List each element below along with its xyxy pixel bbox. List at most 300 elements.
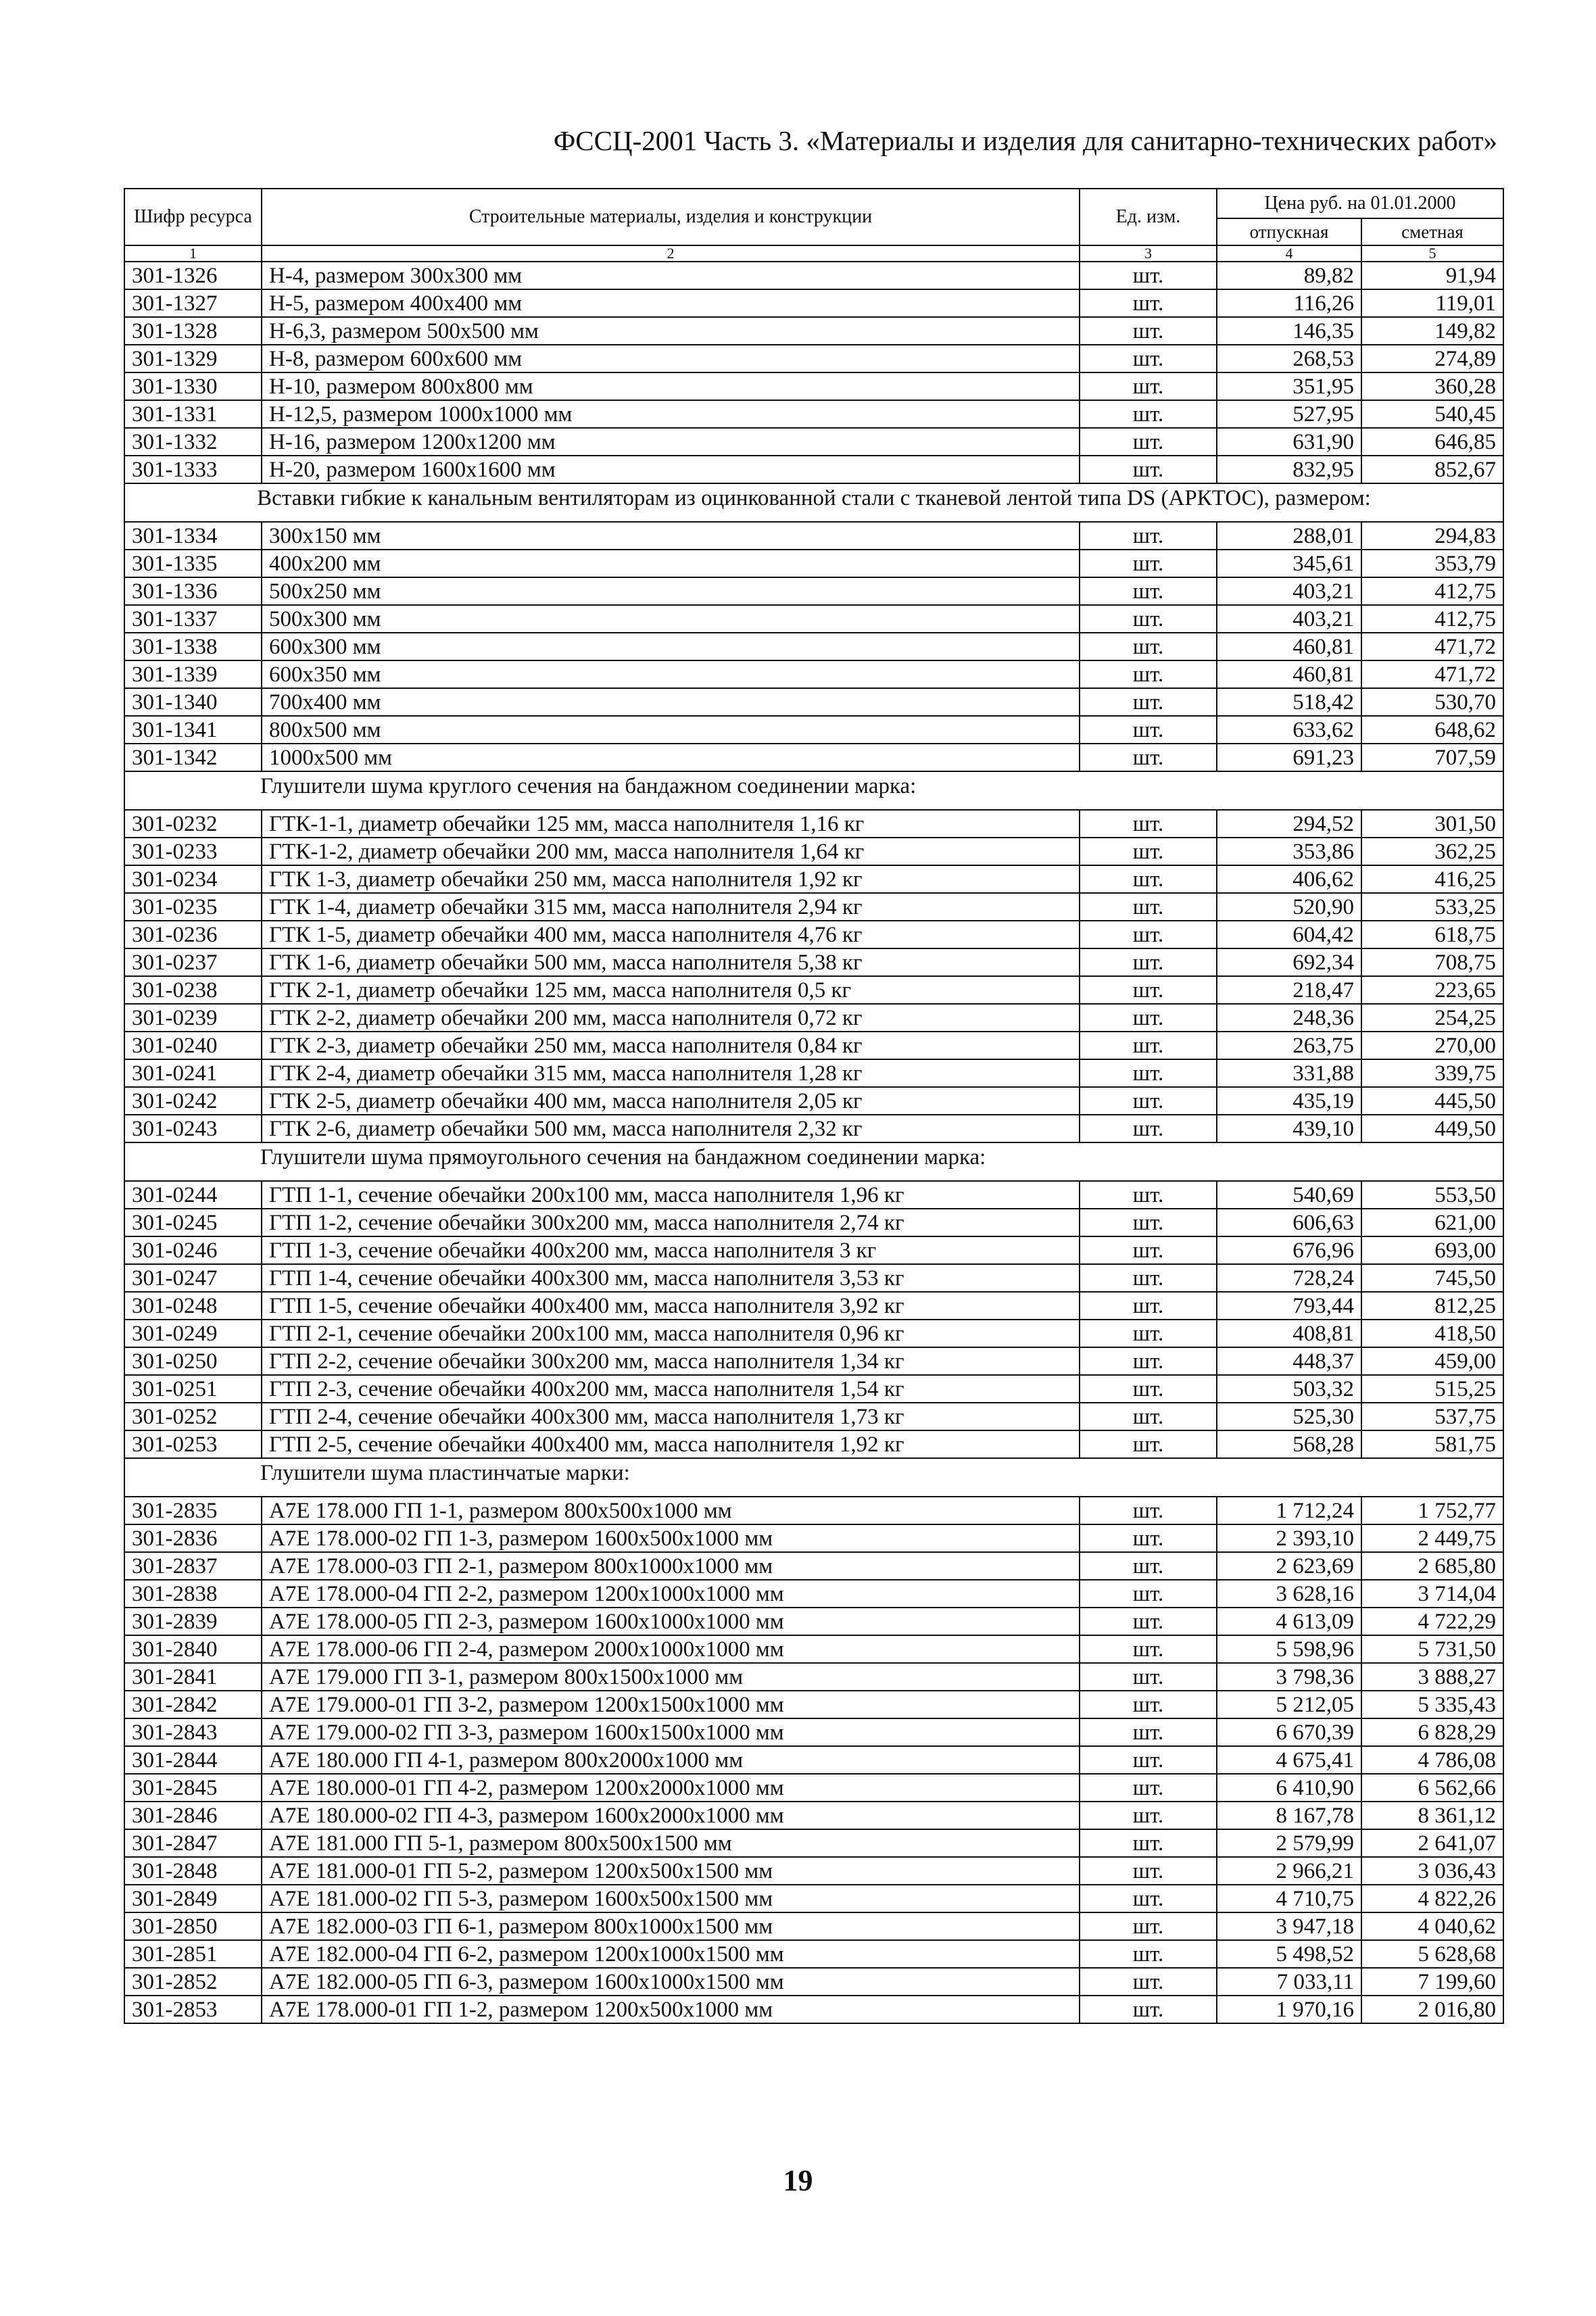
section-row [124, 1142, 1503, 1181]
item-name: Н-4, размером 300x300 мм [262, 262, 1080, 289]
resource-code: 301-1339 [124, 660, 262, 688]
resource-code: 301-1341 [124, 716, 262, 744]
table-row [124, 605, 1503, 633]
item-name: А7Е 178.000-02 ГП 1-3, размером 1600x500x1000 мм [262, 1524, 1080, 1552]
price-estimate: 515,25 [1361, 1375, 1503, 1403]
table-row [124, 744, 1503, 771]
price-estimate: 301,50 [1361, 810, 1503, 838]
price-release: 345,61 [1217, 550, 1361, 577]
unit-cell: шт. [1080, 1885, 1217, 1912]
table-row [124, 1663, 1503, 1691]
item-name: ГТК 1-5, диаметр обечайки 400 мм, масса наполнителя 4,76 кг [262, 921, 1080, 948]
item-name: ГТК-1-1, диаметр обечайки 125 мм, масса наполнителя 1,16 кг [262, 810, 1080, 838]
price-estimate: 530,70 [1361, 688, 1503, 716]
table-row [124, 1087, 1503, 1115]
item-name: ГТП 1-4, сечение обечайки 400x300 мм, масса наполнителя 3,53 кг [262, 1264, 1080, 1292]
resource-code: 301-0243 [124, 1115, 262, 1142]
resource-code: 301-1332 [124, 428, 262, 456]
item-name: ГТК 2-3, диаметр обечайки 250 мм, масса наполнителя 0,84 кг [262, 1032, 1080, 1059]
resource-code: 301-1335 [124, 550, 262, 577]
unit-cell: шт. [1080, 1320, 1217, 1347]
price-release: 832,95 [1217, 456, 1361, 483]
item-name: А7Е 182.000-03 ГП 6-1, размером 800x1000x1500 мм [262, 1912, 1080, 1940]
section-title: Глушители шума пластинчатые марки: [124, 1458, 1503, 1497]
resource-code: 301-0248 [124, 1292, 262, 1320]
item-name: А7Е 178.000-04 ГП 2-2, размером 1200x1000x1000 мм [262, 1580, 1080, 1608]
price-estimate: 5 731,50 [1361, 1635, 1503, 1663]
price-estimate: 708,75 [1361, 948, 1503, 976]
resource-code: 301-2841 [124, 1663, 262, 1691]
table-row [124, 1264, 1503, 1292]
unit-cell: шт. [1080, 522, 1217, 550]
unit-cell: шт. [1080, 1996, 1217, 2023]
price-estimate: 449,50 [1361, 1115, 1503, 1142]
price-estimate: 339,75 [1361, 1059, 1503, 1087]
price-release: 5 212,05 [1217, 1691, 1361, 1718]
unit-cell: шт. [1080, 456, 1217, 483]
unit-cell: шт. [1080, 838, 1217, 865]
page-number: 19 [783, 2164, 813, 2197]
table-row [124, 456, 1503, 483]
resource-code: 301-0247 [124, 1264, 262, 1292]
resource-code: 301-0251 [124, 1375, 262, 1403]
item-name: ГТК 2-1, диаметр обечайки 125 мм, масса наполнителя 0,5 кг [262, 976, 1080, 1004]
unit-cell: шт. [1080, 633, 1217, 660]
table-row [124, 688, 1503, 716]
col-header-unit: Ед. изм. [1080, 189, 1217, 245]
unit-cell: шт. [1080, 865, 1217, 893]
resource-code: 301-0242 [124, 1087, 262, 1115]
resource-code: 301-2850 [124, 1912, 262, 1940]
col-number: 1 [124, 245, 262, 262]
resource-code: 301-2852 [124, 1968, 262, 1996]
unit-cell: шт. [1080, 1802, 1217, 1829]
price-release: 568,28 [1217, 1430, 1361, 1458]
item-name: ГТК 1-4, диаметр обечайки 315 мм, масса наполнителя 2,94 кг [262, 893, 1080, 921]
resource-code: 301-1337 [124, 605, 262, 633]
price-release: 525,30 [1217, 1403, 1361, 1430]
price-release: 606,63 [1217, 1209, 1361, 1236]
table-row [124, 1996, 1503, 2023]
resource-code: 301-0245 [124, 1209, 262, 1236]
item-name: ГТП 2-4, сечение обечайки 400x300 мм, масса наполнителя 1,73 кг [262, 1403, 1080, 1430]
price-estimate: 646,85 [1361, 428, 1503, 456]
price-release: 403,21 [1217, 577, 1361, 605]
price-release: 439,10 [1217, 1115, 1361, 1142]
price-estimate: 416,25 [1361, 865, 1503, 893]
table-row [124, 1032, 1503, 1059]
price-estimate: 4 822,26 [1361, 1885, 1503, 1912]
unit-cell: шт. [1080, 1347, 1217, 1375]
price-release: 631,90 [1217, 428, 1361, 456]
price-estimate: 360,28 [1361, 372, 1503, 400]
table-row [124, 660, 1503, 688]
price-release: 520,90 [1217, 893, 1361, 921]
price-estimate: 274,89 [1361, 345, 1503, 372]
unit-cell: шт. [1080, 1209, 1217, 1236]
table-row [124, 428, 1503, 456]
table-row [124, 1292, 1503, 1320]
price-estimate: 294,83 [1361, 522, 1503, 550]
unit-cell: шт. [1080, 1857, 1217, 1885]
price-estimate: 4 722,29 [1361, 1608, 1503, 1635]
item-name: 500x300 мм [262, 605, 1080, 633]
resource-code: 301-0236 [124, 921, 262, 948]
resource-code: 301-2844 [124, 1746, 262, 1774]
unit-cell: шт. [1080, 428, 1217, 456]
resource-code: 301-0249 [124, 1320, 262, 1347]
item-name: 300x150 мм [262, 522, 1080, 550]
price-estimate: 6 562,66 [1361, 1774, 1503, 1802]
unit-cell: шт. [1080, 1264, 1217, 1292]
table-row [124, 893, 1503, 921]
resource-code: 301-2842 [124, 1691, 262, 1718]
price-release: 518,42 [1217, 688, 1361, 716]
unit-cell: шт. [1080, 1635, 1217, 1663]
price-estimate: 707,59 [1361, 744, 1503, 771]
price-release: 7 033,11 [1217, 1968, 1361, 1996]
item-name: А7Е 180.000-01 ГП 4-2, размером 1200x2000x1000 мм [262, 1774, 1080, 1802]
table-row [124, 1718, 1503, 1746]
table-row [124, 345, 1503, 372]
unit-cell: шт. [1080, 948, 1217, 976]
item-name: Н-5, размером 400x400 мм [262, 289, 1080, 317]
price-estimate: 149,82 [1361, 317, 1503, 345]
price-estimate: 418,50 [1361, 1320, 1503, 1347]
price-release: 1 970,16 [1217, 1996, 1361, 2023]
unit-cell: шт. [1080, 1115, 1217, 1142]
item-name: 800x500 мм [262, 716, 1080, 744]
table-row [124, 1940, 1503, 1968]
table-row [124, 1552, 1503, 1580]
resource-code: 301-2845 [124, 1774, 262, 1802]
unit-cell: шт. [1080, 289, 1217, 317]
price-estimate: 445,50 [1361, 1087, 1503, 1115]
col-header-name: Строительные материалы, изделия и конструкции [262, 189, 1080, 245]
item-name: ГТК 2-4, диаметр обечайки 315 мм, масса наполнителя 1,28 кг [262, 1059, 1080, 1087]
page-header: ФССЦ-2001 Часть 3. «Материалы и изделия для санитарно-технических работ» [553, 125, 1497, 156]
table-row [124, 865, 1503, 893]
unit-cell: шт. [1080, 1087, 1217, 1115]
table-row [124, 400, 1503, 428]
price-release: 3 798,36 [1217, 1663, 1361, 1691]
item-name: Н-16, размером 1200x1200 мм [262, 428, 1080, 456]
unit-cell: шт. [1080, 1829, 1217, 1857]
unit-cell: шт. [1080, 921, 1217, 948]
unit-cell: шт. [1080, 400, 1217, 428]
col-header-code: Шифр ресурса [124, 189, 262, 245]
table-row [124, 289, 1503, 317]
price-estimate: 471,72 [1361, 660, 1503, 688]
table-row [124, 1524, 1503, 1552]
resource-code: 301-2848 [124, 1857, 262, 1885]
table-row [124, 372, 1503, 400]
item-name: ГТК 2-6, диаметр обечайки 500 мм, масса наполнителя 2,32 кг [262, 1115, 1080, 1142]
item-name: А7Е 179.000-02 ГП 3-3, размером 1600x1500x1000 мм [262, 1718, 1080, 1746]
table-row [124, 838, 1503, 865]
price-estimate: 533,25 [1361, 893, 1503, 921]
item-name: ГТК-1-2, диаметр обечайки 200 мм, масса наполнителя 1,64 кг [262, 838, 1080, 865]
unit-cell: шт. [1080, 1524, 1217, 1552]
unit-cell: шт. [1080, 893, 1217, 921]
resource-code: 301-0253 [124, 1430, 262, 1458]
unit-cell: шт. [1080, 1968, 1217, 1996]
item-name: ГТП 1-3, сечение обечайки 400x200 мм, масса наполнителя 3 кг [262, 1236, 1080, 1264]
price-estimate: 553,50 [1361, 1181, 1503, 1209]
resource-code: 301-1334 [124, 522, 262, 550]
price-release: 6 670,39 [1217, 1718, 1361, 1746]
price-estimate: 362,25 [1361, 838, 1503, 865]
resource-code: 301-0235 [124, 893, 262, 921]
resource-code: 301-1331 [124, 400, 262, 428]
resource-code: 301-2851 [124, 1940, 262, 1968]
price-estimate: 3 888,27 [1361, 1663, 1503, 1691]
resource-code: 301-1338 [124, 633, 262, 660]
price-release: 3 628,16 [1217, 1580, 1361, 1608]
price-estimate: 581,75 [1361, 1430, 1503, 1458]
resource-code: 301-2838 [124, 1580, 262, 1608]
table-row [124, 976, 1503, 1004]
price-release: 6 410,90 [1217, 1774, 1361, 1802]
item-name: 700x400 мм [262, 688, 1080, 716]
section-row [124, 1458, 1503, 1497]
table-row [124, 1059, 1503, 1087]
item-name: ГТП 1-5, сечение обечайки 400x400 мм, масса наполнителя 3,92 кг [262, 1292, 1080, 1320]
resource-code: 301-0238 [124, 976, 262, 1004]
table-row [124, 522, 1503, 550]
item-name: А7Е 180.000-02 ГП 4-3, размером 1600x2000x1000 мм [262, 1802, 1080, 1829]
item-name: ГТК 2-5, диаметр обечайки 400 мм, масса наполнителя 2,05 кг [262, 1087, 1080, 1115]
item-name: ГТК 2-2, диаметр обечайки 200 мм, масса наполнителя 0,72 кг [262, 1004, 1080, 1032]
unit-cell: шт. [1080, 372, 1217, 400]
price-release: 2 579,99 [1217, 1829, 1361, 1857]
table-row [124, 716, 1503, 744]
table-row [124, 1497, 1503, 1524]
unit-cell: шт. [1080, 345, 1217, 372]
col-header-price-release: отпускная [1217, 218, 1361, 245]
table-row [124, 810, 1503, 838]
unit-cell: шт. [1080, 1032, 1217, 1059]
table-row [124, 1403, 1503, 1430]
item-name: А7Е 178.000-05 ГП 2-3, размером 1600x1000x1000 мм [262, 1608, 1080, 1635]
resource-code: 301-2839 [124, 1608, 262, 1635]
table-row [124, 1774, 1503, 1802]
price-estimate: 7 199,60 [1361, 1968, 1503, 1996]
price-estimate: 3 714,04 [1361, 1580, 1503, 1608]
table-row [124, 1746, 1503, 1774]
item-name: А7Е 178.000-01 ГП 1-2, размером 1200x500x1000 мм [262, 1996, 1080, 2023]
table-row [124, 1320, 1503, 1347]
table-row [124, 1912, 1503, 1940]
resource-code: 301-0241 [124, 1059, 262, 1087]
resource-code: 301-1328 [124, 317, 262, 345]
price-estimate: 4 040,62 [1361, 1912, 1503, 1940]
item-name: ГТП 1-1, сечение обечайки 200x100 мм, масса наполнителя 1,96 кг [262, 1181, 1080, 1209]
price-release: 288,01 [1217, 522, 1361, 550]
price-release: 353,86 [1217, 838, 1361, 865]
item-name: А7Е 182.000-05 ГП 6-3, размером 1600x1000x1500 мм [262, 1968, 1080, 1996]
resource-code: 301-2840 [124, 1635, 262, 1663]
unit-cell: шт. [1080, 1912, 1217, 1940]
item-name: А7Е 181.000-01 ГП 5-2, размером 1200x500x1500 мм [262, 1857, 1080, 1885]
price-estimate: 270,00 [1361, 1032, 1503, 1059]
price-release: 351,95 [1217, 372, 1361, 400]
price-release: 408,81 [1217, 1320, 1361, 1347]
price-release: 1 712,24 [1217, 1497, 1361, 1524]
item-name: А7Е 178.000-06 ГП 2-4, размером 2000x1000x1000 мм [262, 1635, 1080, 1663]
price-release: 248,36 [1217, 1004, 1361, 1032]
price-release: 503,32 [1217, 1375, 1361, 1403]
section-title: Глушители шума прямоугольного сечения на бандажном соединении марка: [124, 1142, 1503, 1181]
price-estimate: 5 628,68 [1361, 1940, 1503, 1968]
table-row [124, 1802, 1503, 1829]
item-name: А7Е 179.000-01 ГП 3-2, размером 1200x1500x1000 мм [262, 1691, 1080, 1718]
price-estimate: 852,67 [1361, 456, 1503, 483]
price-estimate: 745,50 [1361, 1264, 1503, 1292]
price-release: 116,26 [1217, 289, 1361, 317]
unit-cell: шт. [1080, 1004, 1217, 1032]
table-row [124, 1004, 1503, 1032]
price-release: 3 947,18 [1217, 1912, 1361, 1940]
price-release: 4 675,41 [1217, 1746, 1361, 1774]
resource-code: 301-1326 [124, 262, 262, 289]
resource-code: 301-0244 [124, 1181, 262, 1209]
price-release: 460,81 [1217, 660, 1361, 688]
price-release: 263,75 [1217, 1032, 1361, 1059]
price-release: 691,23 [1217, 744, 1361, 771]
table-row [124, 1430, 1503, 1458]
table-row [124, 1968, 1503, 1996]
resource-code: 301-1342 [124, 744, 262, 771]
item-name: ГТК 1-3, диаметр обечайки 250 мм, масса наполнителя 1,92 кг [262, 865, 1080, 893]
price-release: 403,21 [1217, 605, 1361, 633]
item-name: 500x250 мм [262, 577, 1080, 605]
unit-cell: шт. [1080, 1403, 1217, 1430]
col-header-price-group: Цена руб. на 01.01.2000 [1217, 189, 1503, 218]
price-release: 2 966,21 [1217, 1857, 1361, 1885]
unit-cell: шт. [1080, 1430, 1217, 1458]
price-estimate: 812,25 [1361, 1292, 1503, 1320]
col-header-price-estimate: сметная [1361, 218, 1503, 245]
table-row [124, 1236, 1503, 1264]
price-estimate: 3 036,43 [1361, 1857, 1503, 1885]
price-estimate: 5 335,43 [1361, 1691, 1503, 1718]
unit-cell: шт. [1080, 688, 1217, 716]
price-release: 4 710,75 [1217, 1885, 1361, 1912]
price-estimate: 6 828,29 [1361, 1718, 1503, 1746]
table-row [124, 1691, 1503, 1718]
unit-cell: шт. [1080, 1236, 1217, 1264]
table-row [124, 1580, 1503, 1608]
resource-code: 301-2853 [124, 1996, 262, 2023]
resource-code: 301-2849 [124, 1885, 262, 1912]
table-row [124, 1857, 1503, 1885]
price-estimate: 2 449,75 [1361, 1524, 1503, 1552]
unit-cell: шт. [1080, 262, 1217, 289]
unit-cell: шт. [1080, 810, 1217, 838]
price-estimate: 471,72 [1361, 633, 1503, 660]
price-release: 540,69 [1217, 1181, 1361, 1209]
col-number: 5 [1361, 245, 1503, 262]
resource-code: 301-0246 [124, 1236, 262, 1264]
item-name: Н-10, размером 800x800 мм [262, 372, 1080, 400]
price-release: 331,88 [1217, 1059, 1361, 1087]
resource-code: 301-2837 [124, 1552, 262, 1580]
unit-cell: шт. [1080, 1718, 1217, 1746]
unit-cell: шт. [1080, 1059, 1217, 1087]
unit-cell: шт. [1080, 1663, 1217, 1691]
price-estimate: 648,62 [1361, 716, 1503, 744]
item-name: А7Е 178.000-03 ГП 2-1, размером 800x1000x1000 мм [262, 1552, 1080, 1580]
section-row [124, 483, 1503, 522]
resource-code: 301-1327 [124, 289, 262, 317]
price-release: 728,24 [1217, 1264, 1361, 1292]
section-title: Вставки гибкие к канальным вентиляторам из оцинкованной стали с тканевой лентой типа DS (АРКТОС), размером: [124, 483, 1503, 522]
resource-code: 301-0232 [124, 810, 262, 838]
price-estimate: 537,75 [1361, 1403, 1503, 1430]
item-name: Н-12,5, размером 1000x1000 мм [262, 400, 1080, 428]
price-estimate: 693,00 [1361, 1236, 1503, 1264]
unit-cell: шт. [1080, 1292, 1217, 1320]
price-release: 633,62 [1217, 716, 1361, 744]
item-name: ГТП 2-2, сечение обечайки 300x200 мм, масса наполнителя 1,34 кг [262, 1347, 1080, 1375]
price-estimate: 2 685,80 [1361, 1552, 1503, 1580]
item-name: А7Е 179.000 ГП 3-1, размером 800x1500x1000 мм [262, 1663, 1080, 1691]
col-number: 2 [262, 245, 1080, 262]
unit-cell: шт. [1080, 1774, 1217, 1802]
price-estimate: 2 016,80 [1361, 1996, 1503, 2023]
price-estimate: 2 641,07 [1361, 1829, 1503, 1857]
unit-cell: шт. [1080, 976, 1217, 1004]
table-row [124, 550, 1503, 577]
resource-code: 301-1330 [124, 372, 262, 400]
item-name: 600x350 мм [262, 660, 1080, 688]
unit-cell: шт. [1080, 744, 1217, 771]
price-release: 146,35 [1217, 317, 1361, 345]
price-estimate: 91,94 [1361, 262, 1503, 289]
item-name: А7Е 180.000 ГП 4-1, размером 800x2000x1000 мм [262, 1746, 1080, 1774]
col-number: 4 [1217, 245, 1361, 262]
table-row [124, 577, 1503, 605]
item-name: А7Е 181.000 ГП 5-1, размером 800x500x1500 мм [262, 1829, 1080, 1857]
price-estimate: 459,00 [1361, 1347, 1503, 1375]
price-release: 692,34 [1217, 948, 1361, 976]
price-estimate: 621,00 [1361, 1209, 1503, 1236]
item-name: ГТК 1-6, диаметр обечайки 500 мм, масса наполнителя 5,38 кг [262, 948, 1080, 976]
resource-code: 301-0233 [124, 838, 262, 865]
item-name: Н-20, размером 1600x1600 мм [262, 456, 1080, 483]
resource-code: 301-2835 [124, 1497, 262, 1524]
table-row [124, 1608, 1503, 1635]
price-release: 460,81 [1217, 633, 1361, 660]
table-row [124, 1635, 1503, 1663]
price-release: 5 498,52 [1217, 1940, 1361, 1968]
price-estimate: 119,01 [1361, 289, 1503, 317]
resource-code: 301-1329 [124, 345, 262, 372]
table-row [124, 1209, 1503, 1236]
item-name: ГТП 1-2, сечение обечайки 300x200 мм, масса наполнителя 2,74 кг [262, 1209, 1080, 1236]
price-estimate: 412,75 [1361, 605, 1503, 633]
table-body [124, 262, 1503, 2023]
price-release: 527,95 [1217, 400, 1361, 428]
item-name: А7Е 181.000-02 ГП 5-3, размером 1600x500x1500 мм [262, 1885, 1080, 1912]
resource-code: 301-2847 [124, 1829, 262, 1857]
unit-cell: шт. [1080, 1608, 1217, 1635]
resource-code: 301-0239 [124, 1004, 262, 1032]
item-name: ГТП 2-3, сечение обечайки 400x200 мм, масса наполнителя 1,54 кг [262, 1375, 1080, 1403]
unit-cell: шт. [1080, 605, 1217, 633]
item-name: ГТП 2-5, сечение обечайки 400x400 мм, масса наполнителя 1,92 кг [262, 1430, 1080, 1458]
